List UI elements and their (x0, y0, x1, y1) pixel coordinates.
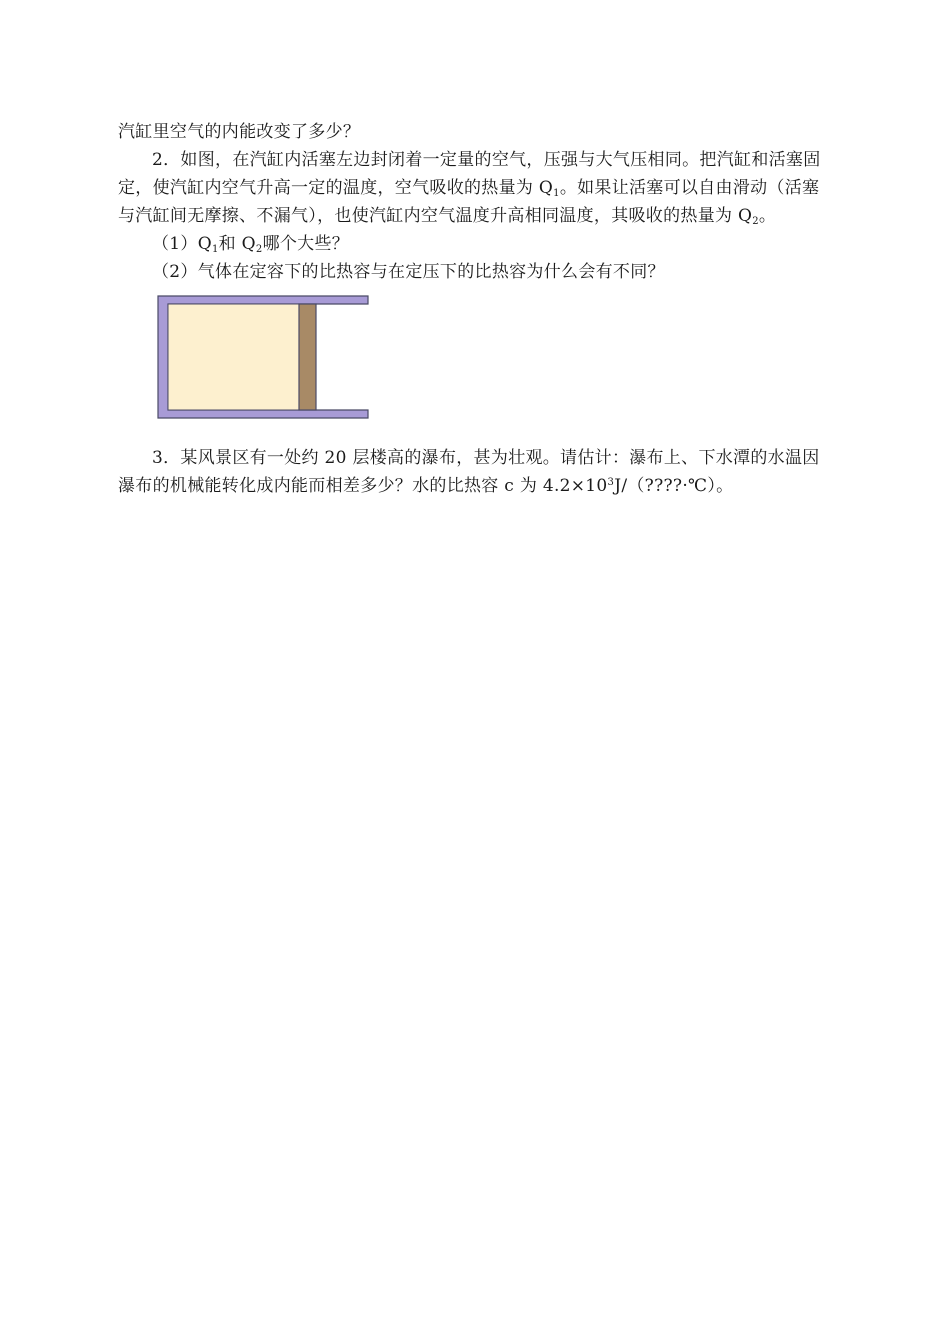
superscript-3: 3 (607, 477, 615, 488)
part-1-tail: 哪个大些？ (262, 234, 350, 254)
part-1-mid: 和 Q (218, 234, 256, 254)
part-1-q-a: Q (197, 234, 212, 254)
question-2-text-a: 如图，在汽缸内活塞左边封闭着一定量的空气，压强与大气压相同。把汽缸和活塞固定，使汽缸内空气升高一定的温度，空气吸收的热量为 Q (118, 150, 821, 198)
subscript-1: 1 (553, 188, 560, 199)
enclosed-air (168, 304, 299, 410)
question-2-text-b: 。如果让活塞可以自由滑动（活塞与汽缸间无摩擦、不漏气），也使汽缸内空气温度升高相同温度，其吸收的热量为 Q (118, 178, 820, 226)
question-2-number: 2． (152, 150, 181, 170)
spacer (118, 422, 836, 444)
part-2-text: 气体在定容下的比热容与在定压下的比热容为什么会有不同？ (197, 262, 665, 282)
question-2-part-2 (118, 258, 836, 286)
question-3 (118, 444, 836, 500)
question-3-text-a: 某风景区有一处约 20 层楼高的瀑布，甚为壮观。请估计：瀑布上、下水潭的水温因瀑布的机械能转化成内能而相差多少？水的比热容 c 为 4.2×10 (118, 448, 820, 496)
part-2-label: （2） (152, 262, 198, 282)
question-2-text-c: 。 (758, 206, 777, 226)
part-1-subscript-a: 1 (211, 244, 219, 255)
subscript-2: 2 (752, 216, 759, 227)
cylinder-piston-diagram (154, 292, 414, 422)
part-1-label: （1） (152, 234, 198, 254)
cylinder-piston-figure (154, 292, 414, 422)
piston (299, 304, 316, 410)
part-1-subscript-b: 2 (255, 244, 263, 255)
question-3-number: 3． (152, 448, 181, 468)
question-3-text-b: J/（????·℃）。 (614, 476, 734, 496)
question-2 (118, 146, 836, 230)
question-2-part-1 (118, 230, 836, 258)
document-content (118, 118, 836, 500)
question-1-tail: 汽缸里空气的内能改变了多少？ (118, 122, 361, 142)
